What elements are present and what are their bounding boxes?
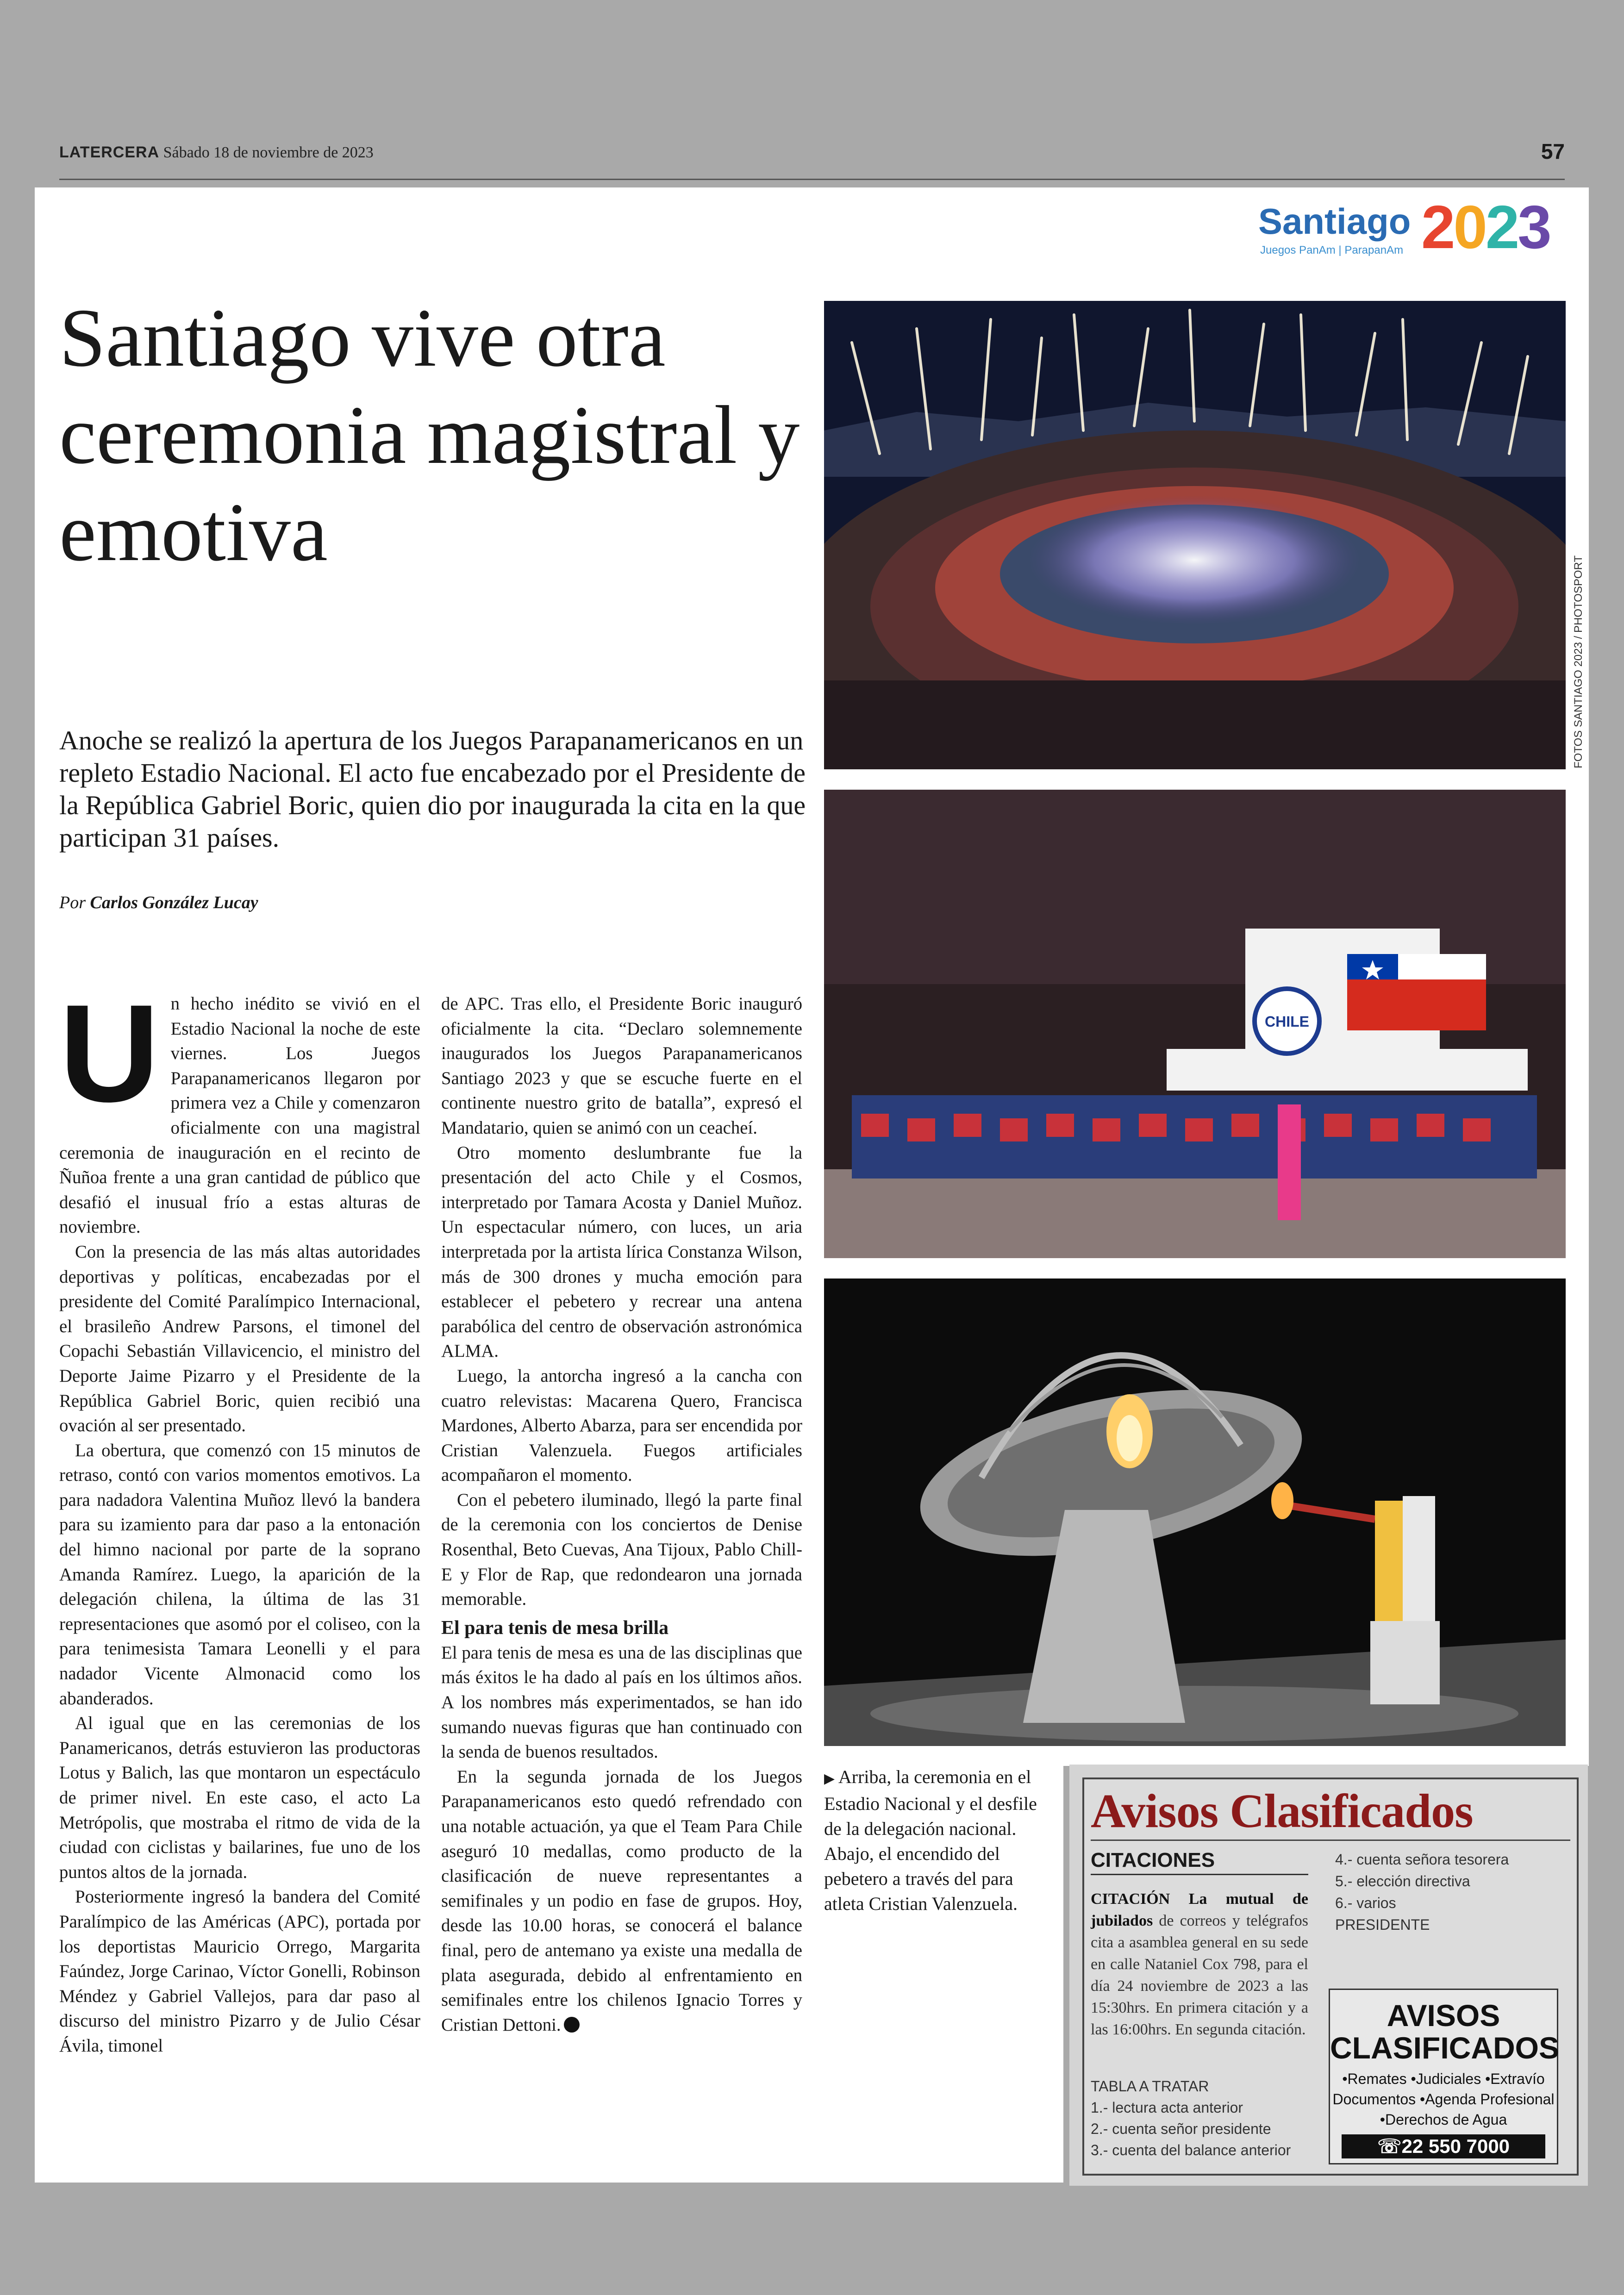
- ad-box-item: •Remates •Judiciales •Extravío: [1342, 2070, 1545, 2087]
- agenda-item: 3.- cuenta del balance anterior: [1091, 2142, 1291, 2158]
- classifieds-section: [1069, 1765, 1588, 2186]
- agenda-item: 4.- cuenta señora tesorera: [1335, 1851, 1509, 1868]
- notice-text: [1091, 1888, 1308, 2040]
- logo-digit: 2: [1421, 193, 1454, 261]
- ad-box-title: AVISOS CLASIFICADOS: [1330, 1998, 1559, 2065]
- headline: Santiago vive otra ceremonia magistral y emotiva: [59, 292, 800, 578]
- deck: Anoche se realizó la apertura de los Juegos Parapanamericanos en un repleto Estadio Nacional. El acto fue encabezado por el Presidente de la República Gabriel Boric, quien dio por inaugurada la cita en la que participan 31 países.: [59, 725, 806, 853]
- agenda-item: 2.- cuenta señor presidente: [1091, 2120, 1271, 2137]
- end-mark-icon: [564, 2017, 580, 2033]
- photo-caption: [824, 1765, 1051, 1916]
- photo-delegation-parade: [824, 790, 1566, 1258]
- body-column-2: [441, 992, 802, 2037]
- caption-text: Arriba, la ceremonia en el Estadio Nacional y el desfile de la delegación nacional. Abajo, el encendido del pebetero a través del para atleta Cristian Valenzuela.: [824, 1766, 1037, 1914]
- byline-author: Carlos González Lucay: [90, 893, 258, 912]
- logo-digit: 3: [1518, 193, 1550, 261]
- agenda-list-2: [1335, 1849, 1557, 1936]
- page-number: 57: [1541, 139, 1565, 163]
- cauldron-illustration: [824, 1278, 1566, 1746]
- photo-stadium-fireworks: [824, 301, 1566, 769]
- paragraph: La obertura, que comenzó con 15 minutos de retraso, contó con varios momentos emotivos. La para nadadora Valentina Muñoz llevó la bandera para su izamiento para dar paso a la entonación del himno nacional por parte de la soprano Amanda Ramírez. Luego, la aparición de la delegación chilena, la última de las 31 representaciones que asomó por el coliseo, con la para tenimesista Tamara Leonelli y el para nadador Vicente Almonacid como los abanderados.: [59, 1440, 420, 1709]
- ad-box-item: •Derechos de Agua: [1380, 2111, 1507, 2128]
- photo-credit: FOTOS SANTIAGO 2023 / PHOTOSPORT: [1572, 555, 1585, 768]
- paragraph: El para tenis de mesa es una de las disciplinas que más éxitos le ha dado al país en los últimos años. A los nombres más experimentados, se han ido sumando nuevas figuras que han continuado con la senda de buenos resultados.: [441, 1642, 802, 1762]
- subheading: El para tenis de mesa brilla: [441, 1617, 669, 1639]
- paragraph-text: En la segunda jornada de los Juegos Parapanamericanos esto quedó refrendado con una notable actuación, ya que el Team Para Chile aseguró 10 medallas, como producto de la clasificación de nueve representantes a semifinales y un podio en fase de grupos. Hoy, desde las 10.00 horas, se conocerá el balance final, pero de antemano ya existe una medalla de plata asegurada, debido al enfrentamiento en semifinales entre los chilenos Ignacio Torres y Cristian Dettoni.: [441, 1766, 802, 2035]
- paragraph: Con la presencia de las más altas autoridades deportivas y políticas, encabezadas por el presidente del Comité Paralímpico Internacional, el brasileño Andrew Parsons, el timonel del Copachi Sebastián Villavicencio, el ministro del Deporte Jaime Pizarro y el Presidente de la República Gabriel Boric, quien recibió una ovación al ser presentado.: [59, 1241, 420, 1436]
- classifieds-divider: [1091, 1840, 1570, 1841]
- classifieds-frame: [1082, 1777, 1579, 2176]
- body-column-1: [59, 975, 420, 2058]
- agenda-item: 5.- elección directiva: [1335, 1873, 1470, 1890]
- paragraph: Posteriormente ingresó la bandera del Comité Paralímpico de las Américas (APC), portada por los deportistas Mauricio Orrego, Margarita Faúndez, Jorge Carinao, Víctor Gonelli, Robinson Méndez y Gabriel Vallejos, para dar paso al discurso del ministro Pizarro y de Julio César Ávila, timonel: [59, 1887, 420, 2056]
- santiago-2023-logo: [1258, 193, 1564, 266]
- agenda-item: PRESIDENTE: [1335, 1916, 1430, 1933]
- photo-cauldron-lighting: [824, 1278, 1566, 1746]
- agenda-list-1: [1091, 2076, 1308, 2161]
- classifieds-section-label: CITACIONES: [1091, 1849, 1308, 1875]
- ad-box-phone: ☏22 550 7000: [1342, 2134, 1545, 2158]
- logo-year: [1421, 193, 1550, 261]
- paragraph: Otro momento deslumbrante fue la presentación del acto Chile y el Cosmos, interpretado por Tamara Acosta y Daniel Muñoz. Un espectacular número, con luces, un aria interpretada por la artista lírica Constanza Wilson, más de 300 drones y mucha emoción para establecer el pebetero y recrear una antena parabólica del centro de observación astronómica ALMA.: [441, 1142, 802, 1361]
- paragraph: [441, 1765, 802, 2038]
- byline-prefix: Por: [59, 893, 86, 912]
- paragraph: Con el pebetero iluminado, llegó la parte final de la ceremonia con los conciertos de Denise Rosenthal, Beto Cuevas, Ana Tijoux, Pablo Chill-E y Flor de Rap, que redondearon una jornada memorable.: [441, 1490, 802, 1609]
- agenda-item: 6.- varios: [1335, 1895, 1396, 1911]
- logo-digit: 0: [1453, 193, 1486, 261]
- logo-word: Santiago: [1258, 201, 1411, 242]
- delegation-sign-text: CHILE: [1265, 1013, 1309, 1030]
- caption-arrow-icon: ▶: [824, 1771, 835, 1786]
- drop-cap: U: [59, 975, 160, 1131]
- paragraph: n hecho inédito se vivió en el Estadio Nacional la noche de este viernes. Los Juegos Parapanamericanos llegaron por primera vez a Chile y comenzaron oficialmente con una magistral ceremonia de inauguración en el recinto de Ñuñoa frente a una gran cantidad de público que desafió el inusual frío a estas alturas de noviembre.: [59, 994, 420, 1237]
- byline: [59, 892, 258, 913]
- ad-box-item: Documentos •Agenda Profesional: [1332, 2091, 1555, 2108]
- logo-subtitle: Juegos PanAm | ParapanAm: [1260, 244, 1404, 256]
- notice-lead: CITACIÓN La mutual de jubilados: [1091, 1890, 1308, 1929]
- chile-flag: [1347, 954, 1486, 1030]
- parade-illustration: [824, 790, 1566, 1258]
- logo-digit: 2: [1485, 193, 1518, 261]
- ad-box-items: [1330, 2069, 1557, 2130]
- paragraph: Luego, la antorcha ingresó a la cancha con cuatro relevistas: Macarena Quero, Francisca Mardones, Alberto Abarza, para ser encendida por Cristian Valenzuela. Fuegos artificiales acompañaron el momento.: [441, 1366, 802, 1485]
- paragraph: Al igual que en las ceremonias de los Panamericanos, detrás estuvieron las productoras Lotus y Balich, las que montaron un espectáculo de primer nivel. En este caso, el acto La Metrópolis, que mostraba el ritmo de vida de la ciudad con ciclistas y bailarines, fue uno de los puntos altos de la jornada.: [59, 1713, 420, 1882]
- stadium-illustration: [824, 301, 1566, 769]
- notice-body: de correos y telégrafos cita a asamblea general en su sede en calle Nataniel Cox 798, para el día 24 noviembre de 2023 a las 15:30hrs. En primera citación y a las 16:00hrs. En segunda citación.: [1091, 1912, 1308, 2038]
- issue-date: Sábado 18 de noviembre de 2023: [163, 144, 374, 161]
- page-header: [59, 139, 1565, 180]
- classifieds-ad-box: [1329, 1989, 1558, 2164]
- classifieds-title: Avisos Clasificados: [1091, 1784, 1473, 1838]
- newspaper-brand: LATERCERA: [59, 143, 160, 161]
- agenda-item: 1.- lectura acta anterior: [1091, 2099, 1243, 2116]
- header-brand-date: [59, 143, 374, 162]
- agenda-title: TABLA A TRATAR: [1091, 2078, 1209, 2095]
- paragraph: de APC. Tras ello, el Presidente Boric inauguró oficialmente la cita. “Declaro solemnemente inaugurados los Juegos Parapanamericanos Santiago 2023 y que se escuche fuerte en el continente nuestro grito de batalla”, expresó el Mandatario, quien se animó con un ceacheí.: [441, 994, 802, 1138]
